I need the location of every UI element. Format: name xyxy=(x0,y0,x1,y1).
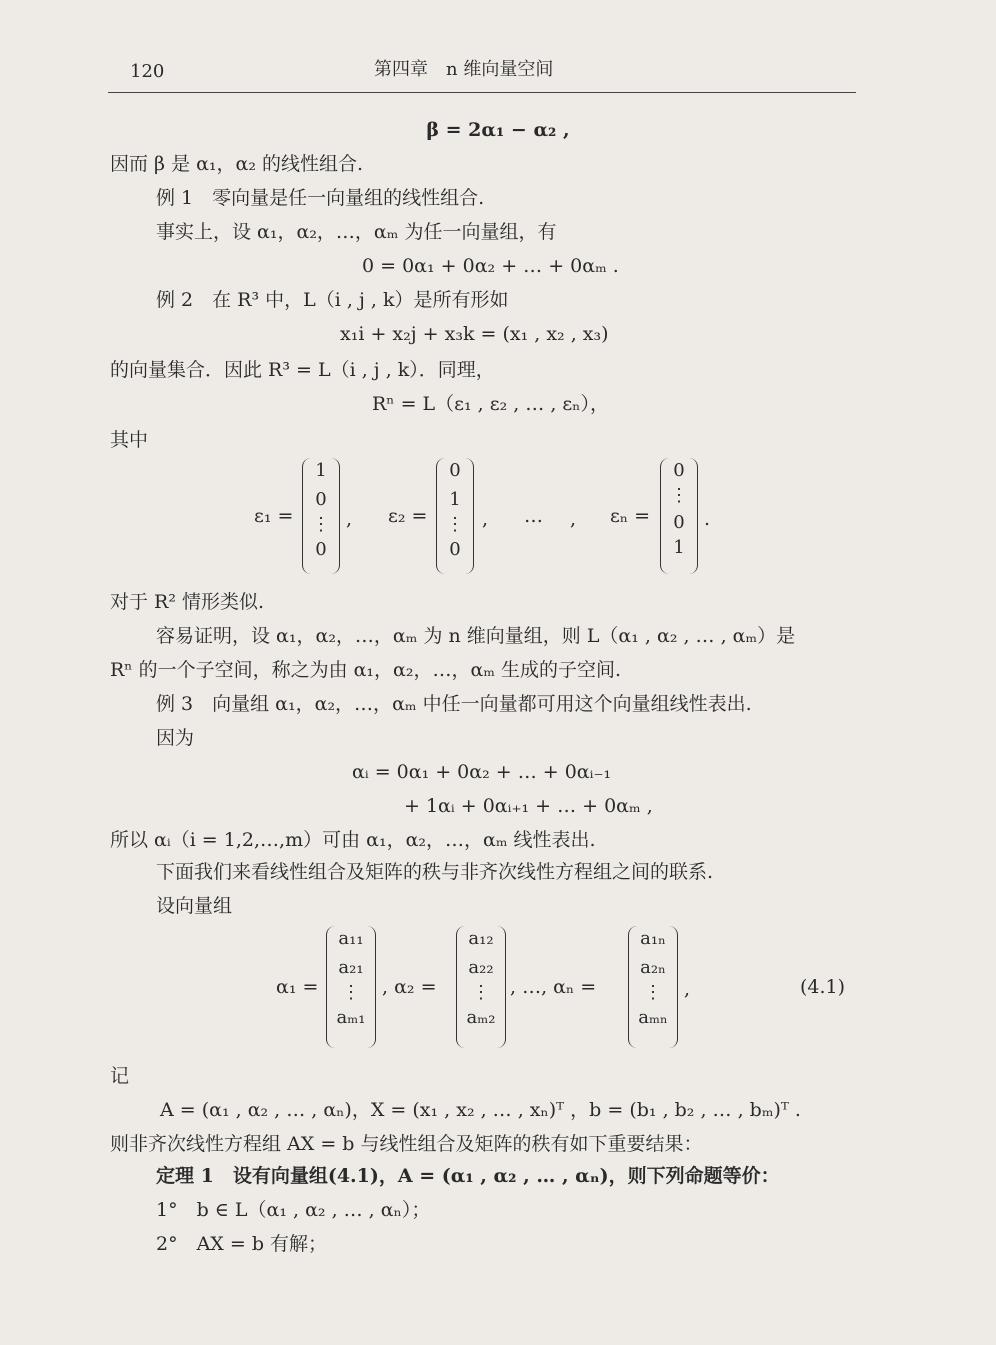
vector-entry: ⋮ xyxy=(644,982,662,1003)
alpha1-vector xyxy=(326,926,376,1048)
vector-entry: 1 xyxy=(315,460,327,481)
epsilon1-vector xyxy=(302,458,340,574)
equation-alpha-i-cont: + 1αᵢ + 0αᵢ₊₁ + … + 0αₘ , xyxy=(404,795,653,817)
text-line: 记 xyxy=(110,1065,130,1087)
text-line: 的向量集合．因此 R³ = L（i , j , k）．同理， xyxy=(110,359,495,381)
text-line: 下面我们来看线性组合及矩阵的秩与非齐次线性方程组之间的联系. xyxy=(156,861,714,883)
epsilon1-label: ε₁ = xyxy=(254,505,294,527)
equation-rn: Rⁿ = L（ε₁ , ε₂ , … , εₙ）， xyxy=(372,393,609,415)
vector-entry: ⋮ xyxy=(312,514,330,535)
vector-entry: aₘₙ xyxy=(638,1007,668,1028)
vector-entry: ⋮ xyxy=(342,982,360,1003)
text-line: Rⁿ 的一个子空间，称之为由 α₁，α₂，…，αₘ 生成的子空间. xyxy=(110,659,622,681)
running-header: 第四章 n 维向量空间 xyxy=(374,59,554,80)
equation-ijk: x₁i + x₂j + x₃k = (x₁ , x₂ , x₃) xyxy=(340,323,609,345)
epsilon2-label: ε₂ = xyxy=(388,505,428,527)
equation-alpha-i: αᵢ = 0α₁ + 0α₂ + … + 0αᵢ₋₁ xyxy=(352,761,612,783)
vector-entry: 1 xyxy=(673,537,685,558)
header-rule xyxy=(108,92,856,93)
vector-entry: a₂ₙ xyxy=(640,957,666,978)
vector-entry: a₁₂ xyxy=(468,928,494,949)
alpha-n-label: , …, αₙ = xyxy=(510,976,597,998)
vector-entry: ⋮ xyxy=(670,485,688,506)
vector-entry: a₂₁ xyxy=(338,957,364,978)
alpha1-label: α₁ = xyxy=(276,976,319,998)
equation-zero: 0 = 0α₁ + 0α₂ + … + 0αₘ . xyxy=(362,255,619,277)
text-line: 则非齐次线性方程组 AX = b 与线性组合及矩阵的秩有如下重要结果： xyxy=(110,1133,703,1155)
epsilon-n-vector xyxy=(660,458,698,574)
epsilon-n-label: εₙ = xyxy=(610,505,651,527)
vector-entry: a₁₁ xyxy=(338,928,364,949)
text-line: 所以 αᵢ（i = 1,2,…,m）可由 α₁，α₂，…，αₘ 线性表出. xyxy=(110,829,596,851)
epsilon2-vector xyxy=(436,458,474,574)
vector-entry: aₘ₁ xyxy=(336,1007,366,1028)
vector-entry: 0 xyxy=(673,512,685,533)
text-line: 容易证明，设 α₁，α₂，…，αₘ 为 n 维向量组，则 L（α₁ , α₂ , … , αₘ）是 xyxy=(156,625,796,647)
period: . xyxy=(704,508,711,530)
vector-entry: 0 xyxy=(315,539,327,560)
vector-entry: 1 xyxy=(449,489,461,510)
vector-entry: ⋮ xyxy=(446,514,464,535)
text-line: 对于 R² 情形类似. xyxy=(110,591,265,613)
vector-entry: 0 xyxy=(315,489,327,510)
comma: , xyxy=(684,978,691,1000)
vector-entry: 0 xyxy=(673,460,685,481)
equation-beta: β = 2α₁ − α₂ , xyxy=(426,119,570,141)
proposition-2: 2° AX = b 有解； xyxy=(156,1233,328,1255)
alpha2-vector xyxy=(456,926,506,1048)
page-number: 120 xyxy=(130,61,165,82)
example-2: 例 2 在 R³ 中，L（i , j , k）是所有形如 xyxy=(156,289,509,311)
vector-entry: 0 xyxy=(449,460,461,481)
vector-entry: 0 xyxy=(449,539,461,560)
text-line: 其中 xyxy=(110,429,149,451)
vector-entry: a₂₂ xyxy=(468,957,494,978)
alpha2-label: , α₂ = xyxy=(382,976,437,998)
example-1: 例 1 零向量是任一向量组的线性组合. xyxy=(156,187,485,209)
vector-entry: a₁ₙ xyxy=(640,928,666,949)
separator: , xyxy=(346,508,353,530)
proposition-1: 1° b ∈ L（α₁ , α₂ , … , αₙ）； xyxy=(156,1199,431,1221)
ellipsis: … xyxy=(524,505,543,527)
separator: , xyxy=(570,508,577,530)
vector-entry: aₘ₂ xyxy=(466,1007,496,1028)
example-3: 例 3 向量组 α₁，α₂，…，αₘ 中任一向量都可用这个向量组线性表出. xyxy=(156,693,752,715)
equation-definitions: A = (α₁ , α₂ , … , αₙ)，X = (x₁ , x₂ , … , xₙ)ᵀ ，b = (b₁ , b₂ , … , bₘ)ᵀ . xyxy=(160,1099,801,1121)
text-line: 事实上，设 α₁，α₂，…，αₘ 为任一向量组，有 xyxy=(156,221,557,243)
separator: , xyxy=(482,508,489,530)
text-line: 设向量组 xyxy=(156,895,233,917)
equation-number: (4.1) xyxy=(800,976,846,998)
vector-entry: ⋮ xyxy=(472,982,490,1003)
theorem-1: 定理 1 设有向量组(4.1)，A = (α₁ , α₂ , … , αₙ)，则下列命题等价： xyxy=(156,1165,780,1187)
text-line: 因为 xyxy=(156,727,195,749)
alpha-n-vector xyxy=(628,926,678,1048)
text-line: 因而 β 是 α₁，α₂ 的线性组合. xyxy=(110,153,364,175)
